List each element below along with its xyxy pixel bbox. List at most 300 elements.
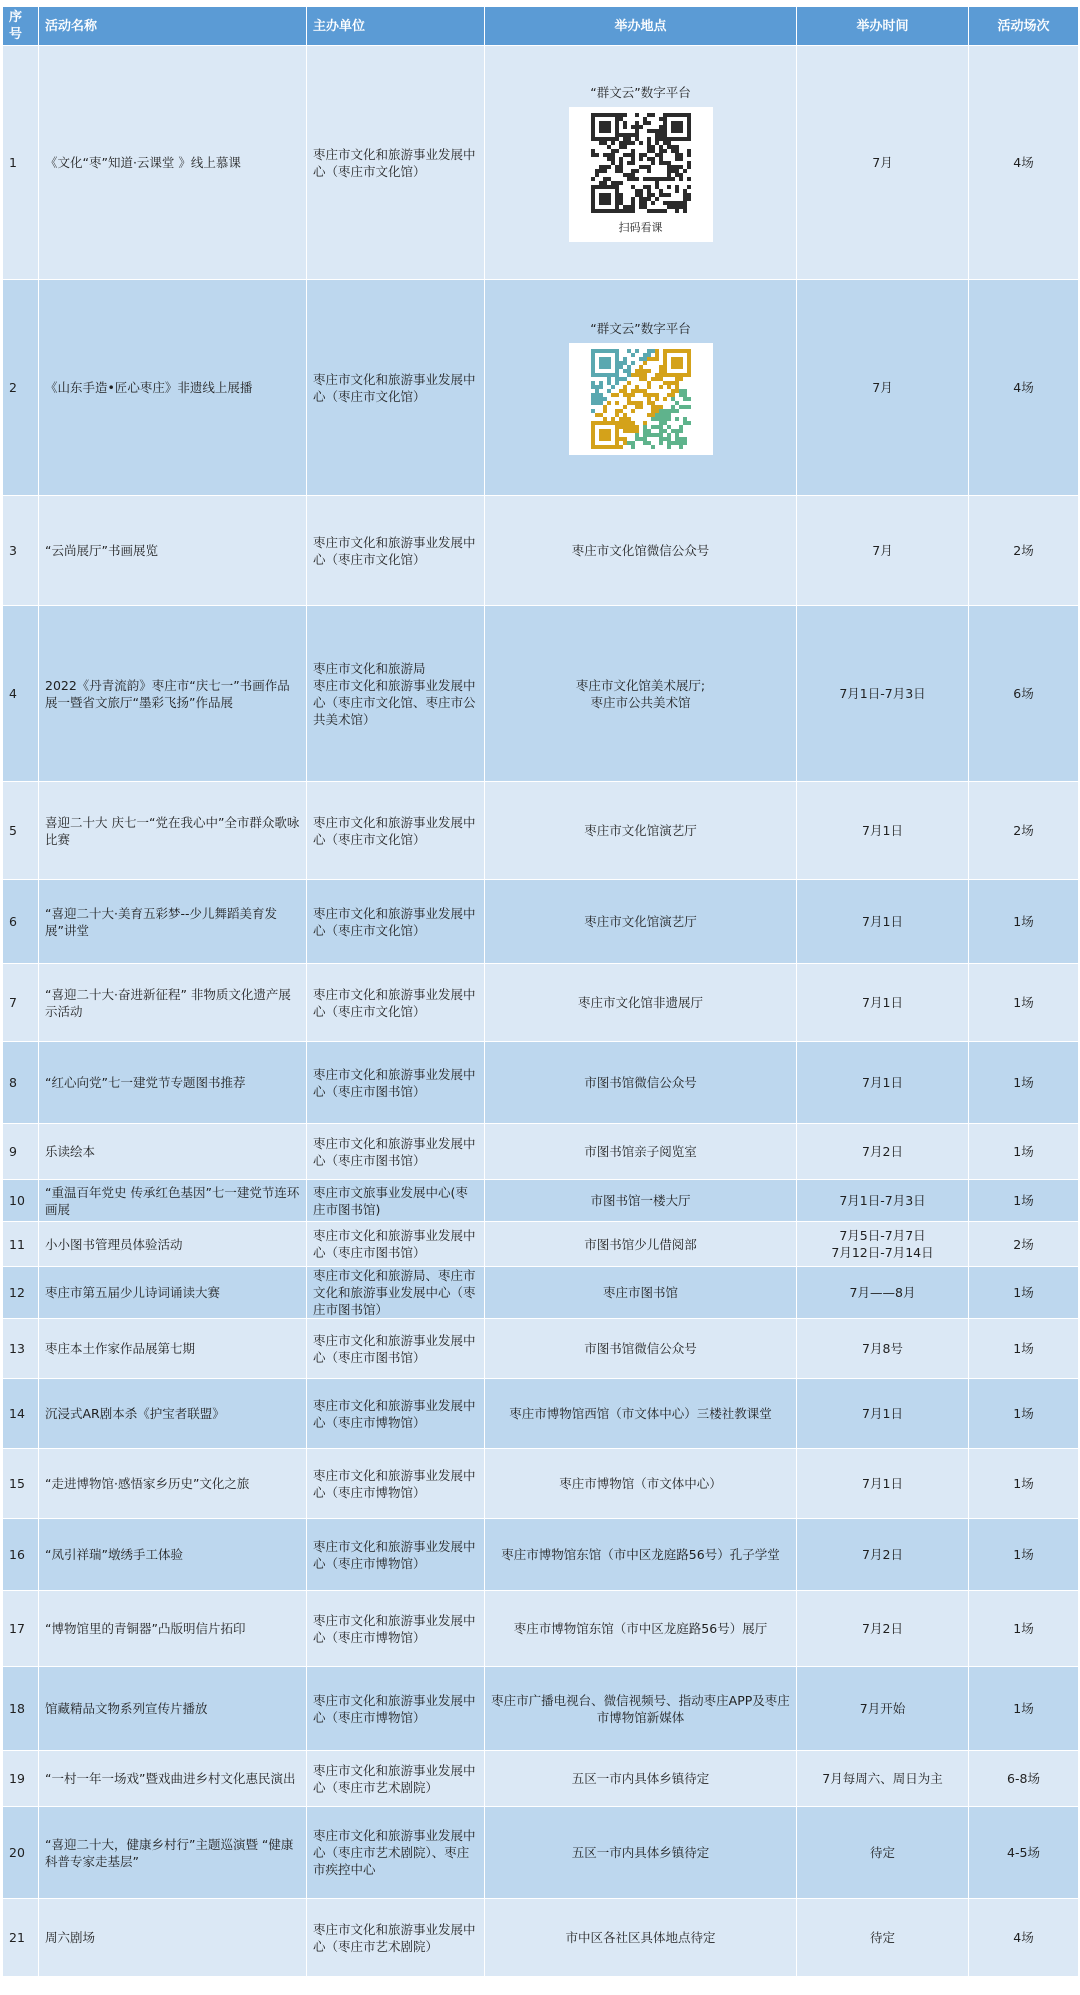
qr-module: [635, 169, 639, 173]
qr-module: [623, 437, 627, 441]
qr-module: [659, 373, 663, 377]
cell-host: 枣庄市文化和旅游事业发展中心（枣庄市文化馆）: [307, 880, 485, 964]
qr-module: [591, 373, 595, 377]
qr-module: [631, 353, 635, 357]
qr-module: [655, 413, 659, 417]
qr-module: [667, 409, 671, 413]
qr-module: [635, 349, 639, 353]
qr-module: [607, 437, 611, 441]
qr-module: [679, 173, 683, 177]
qr-module: [599, 137, 603, 141]
qr-module: [663, 413, 667, 417]
qr-module: [635, 373, 639, 377]
qr-module: [599, 433, 603, 437]
qr-module: [611, 349, 615, 353]
qr-module: [655, 153, 659, 157]
cell-sessions: 1场: [969, 1591, 1079, 1667]
qr-module: [619, 197, 623, 201]
qr-module: [615, 137, 619, 141]
qr-module: [679, 373, 683, 377]
qr-module: [667, 141, 671, 145]
qr-module: [627, 369, 631, 373]
qr-module: [659, 425, 663, 429]
table-row: [3, 1124, 1079, 1180]
qr-module: [667, 433, 671, 437]
qr-module: [615, 409, 619, 413]
qr-module: [595, 397, 599, 401]
qr-module: [623, 385, 627, 389]
qr-module: [619, 417, 623, 421]
qr-module: [639, 369, 643, 373]
qr-module: [655, 405, 659, 409]
qr-module: [627, 177, 631, 181]
qr-module: [607, 125, 611, 129]
qr-module: [603, 397, 607, 401]
qr-module: [631, 409, 635, 413]
qr-module: [615, 197, 619, 201]
qr-module: [659, 189, 663, 193]
header-host: 主办单位: [307, 7, 485, 46]
qr-module: [687, 421, 691, 425]
qr-module: [659, 133, 663, 137]
cell-time: 7月1日: [797, 880, 969, 964]
qr-module: [615, 393, 619, 397]
qr-code[interactable]: [569, 107, 713, 242]
qr-module: [627, 441, 631, 445]
qr-module: [615, 421, 619, 425]
qr-module: [671, 397, 675, 401]
qr-module: [651, 357, 655, 361]
cell-host: 枣庄市文化和旅游事业发展中心（枣庄市博物馆）: [307, 1591, 485, 1667]
qr-module: [591, 441, 595, 445]
qr-module: [619, 389, 623, 393]
qr-module: [647, 441, 651, 445]
cell-time: 7月1日: [797, 1449, 969, 1519]
cell-sessions: 6-8场: [969, 1751, 1079, 1807]
table-row: [3, 1519, 1079, 1591]
qr-module: [631, 153, 635, 157]
qr-module: [667, 381, 671, 385]
qr-module: [643, 389, 647, 393]
qr-module: [639, 405, 643, 409]
cell-time: 待定: [797, 1899, 969, 1977]
qr-module: [599, 373, 603, 377]
cell-time: 7月1日: [797, 1042, 969, 1124]
qr-module: [599, 365, 603, 369]
qr-module: [611, 157, 615, 161]
qr-module: [683, 197, 687, 201]
qr-module: [683, 417, 687, 421]
qr-module: [603, 417, 607, 421]
qr-module: [635, 125, 639, 129]
cell-venue: 枣庄市文化馆美术展厅; 枣庄市公共美术馆: [485, 606, 797, 782]
qr-module: [659, 441, 663, 445]
qr-module: [679, 441, 683, 445]
qr-module: [679, 205, 683, 209]
qr-module: [607, 401, 611, 405]
qr-module: [591, 121, 595, 125]
qr-module: [599, 165, 603, 169]
cell-time: 7月2日: [797, 1124, 969, 1180]
qr-module: [687, 361, 691, 365]
qr-module: [679, 129, 683, 133]
qr-module: [627, 421, 631, 425]
qr-module: [667, 177, 671, 181]
qr-module: [667, 385, 671, 389]
cell-venue: 枣庄市博物馆东馆（市中区龙庭路56号）展厅: [485, 1591, 797, 1667]
qr-module: [675, 153, 679, 157]
cell-venue: 市图书馆少儿借阅部: [485, 1222, 797, 1267]
qr-module: [655, 425, 659, 429]
cell-host: 枣庄市文化和旅游局、枣庄市文化和旅游事业发展中心（枣庄市图书馆）: [307, 1267, 485, 1319]
qr-module: [591, 197, 595, 201]
cell-sessions: 2场: [969, 1222, 1079, 1267]
qr-module: [607, 373, 611, 377]
qr-module: [635, 401, 639, 405]
qr-module: [675, 401, 679, 405]
qr-module: [627, 205, 631, 209]
qr-module: [591, 353, 595, 357]
qr-module: [679, 437, 683, 441]
qr-module: [623, 121, 627, 125]
cell-no: 12: [3, 1267, 39, 1319]
qr-module: [679, 357, 683, 361]
qr-module: [611, 421, 615, 425]
qr-module: [623, 393, 627, 397]
qr-module: [619, 117, 623, 121]
qr-module: [599, 401, 603, 405]
cell-venue: 市图书馆亲子阅览室: [485, 1124, 797, 1180]
qr-module: [675, 377, 679, 381]
qr-module: [663, 417, 667, 421]
qr-module: [591, 129, 595, 133]
table-row: [3, 964, 1079, 1042]
qr-module: [599, 385, 603, 389]
cell-host: 枣庄市文化和旅游事业发展中心（枣庄市文化馆）: [307, 496, 485, 606]
qr-module: [671, 149, 675, 153]
qr-module: [603, 121, 607, 125]
qr-module: [675, 429, 679, 433]
qr-module: [687, 357, 691, 361]
cell-venue: [485, 280, 797, 496]
qr-module: [671, 145, 675, 149]
qr-module: [675, 357, 679, 361]
cell-host: 枣庄市文化和旅游事业发展中心（枣庄市艺术剧院）: [307, 1751, 485, 1807]
qr-module: [611, 393, 615, 397]
cell-sessions: 4场: [969, 1899, 1079, 1977]
qr-module: [679, 157, 683, 161]
qr-module: [631, 429, 635, 433]
qr-module: [623, 421, 627, 425]
cell-no: 13: [3, 1319, 39, 1379]
qr-module: [619, 169, 623, 173]
qr-module: [619, 365, 623, 369]
qr-module: [655, 129, 659, 133]
cell-sessions: 6场: [969, 606, 1079, 782]
qr-module: [675, 205, 679, 209]
qr-module: [651, 417, 655, 421]
qr-module: [675, 165, 679, 169]
qr-module: [671, 121, 675, 125]
cell-host: 枣庄市文化和旅游事业发展中心（枣庄市文化馆）: [307, 782, 485, 880]
cell-sessions: 1场: [969, 880, 1079, 964]
qr-module: [599, 121, 603, 125]
qr-module: [603, 429, 607, 433]
qr-module: [591, 209, 595, 213]
qr-module: [679, 425, 683, 429]
qr-module: [647, 157, 651, 161]
cell-sessions: 4场: [969, 46, 1079, 280]
qr-module: [635, 137, 639, 141]
qr-module: [655, 409, 659, 413]
qr-module: [603, 177, 607, 181]
qr-module: [615, 353, 619, 357]
qr-module: [663, 149, 667, 153]
qr-module: [623, 125, 627, 129]
qr-module: [675, 441, 679, 445]
qr-module: [595, 389, 599, 393]
qr-module: [659, 385, 663, 389]
cell-time: 7月: [797, 496, 969, 606]
cell-name: “红心向党”七一建党节专题图书推荐: [39, 1042, 307, 1124]
qr-module: [663, 209, 667, 213]
cell-name: 周六剧场: [39, 1899, 307, 1977]
qr-module: [623, 153, 627, 157]
qr-module: [679, 165, 683, 169]
cell-venue: 枣庄市广播电视台、微信视频号、指动枣庄APP及枣庄市博物馆新媒体: [485, 1667, 797, 1751]
qr-module: [599, 445, 603, 449]
qr-module: [603, 373, 607, 377]
qr-module: [615, 413, 619, 417]
qr-module: [635, 129, 639, 133]
cell-no: 15: [3, 1449, 39, 1519]
cell-time: 7月每周六、周日为主: [797, 1751, 969, 1807]
qr-module: [623, 137, 627, 141]
qr-module: [679, 125, 683, 129]
qr-module: [679, 137, 683, 141]
qr-module: [635, 369, 639, 373]
qr-module: [635, 189, 639, 193]
qr-module: [647, 385, 651, 389]
qr-module: [687, 125, 691, 129]
qr-module: [683, 189, 687, 193]
qr-module: [615, 445, 619, 449]
qr-module: [603, 209, 607, 213]
qr-module: [639, 125, 643, 129]
qr-module: [611, 137, 615, 141]
qr-module: [643, 353, 647, 357]
qr-module: [651, 445, 655, 449]
qr-module: [615, 133, 619, 137]
qr-module: [615, 381, 619, 385]
qr-module: [615, 193, 619, 197]
qr-module: [655, 397, 659, 401]
cell-no: 7: [3, 964, 39, 1042]
qr-module: [623, 417, 627, 421]
qr-module: [667, 413, 671, 417]
qr-module: [663, 357, 667, 361]
qr-module: [615, 189, 619, 193]
qr-module: [603, 185, 607, 189]
qr-module: [631, 393, 635, 397]
qr-module: [603, 165, 607, 169]
qr-module: [675, 385, 679, 389]
qr-module: [671, 201, 675, 205]
qr-module: [603, 113, 607, 117]
qr-module: [671, 169, 675, 173]
qr-module: [615, 373, 619, 377]
qr-module: [671, 349, 675, 353]
qr-module: [687, 165, 691, 169]
qr-module: [663, 429, 667, 433]
qr-module: [599, 193, 603, 197]
qr-module: [619, 201, 623, 205]
qr-module: [611, 385, 615, 389]
qr-module: [643, 369, 647, 373]
qr-module: [683, 193, 687, 197]
qr-module: [663, 349, 667, 353]
qr-code[interactable]: [569, 343, 713, 455]
qr-module: [651, 113, 655, 117]
qr-module: [647, 393, 651, 397]
qr-module: [647, 193, 651, 197]
qr-module: [679, 361, 683, 365]
cell-time: 7月1日: [797, 782, 969, 880]
qr-module: [679, 121, 683, 125]
qr-module: [659, 417, 663, 421]
cell-no: 16: [3, 1519, 39, 1591]
qr-module: [615, 365, 619, 369]
cell-name: 小小图书管理员体验活动: [39, 1222, 307, 1267]
qr-module: [675, 389, 679, 393]
qr-module: [643, 201, 647, 205]
qr-module: [687, 177, 691, 181]
qr-module: [655, 209, 659, 213]
qr-module: [671, 381, 675, 385]
qr-module: [687, 405, 691, 409]
qr-module: [643, 393, 647, 397]
qr-module: [655, 373, 659, 377]
qr-module: [643, 185, 647, 189]
cell-name: 乐读绘本: [39, 1124, 307, 1180]
qr-module: [683, 397, 687, 401]
qr-module: [615, 433, 619, 437]
table-row: [3, 1449, 1079, 1519]
qr-module: [631, 209, 635, 213]
qr-module: [591, 409, 595, 413]
qr-module: [651, 149, 655, 153]
cell-host: 枣庄市文化和旅游事业发展中心（枣庄市博物馆）: [307, 1667, 485, 1751]
qr-module: [663, 129, 667, 133]
qr-module: [651, 157, 655, 161]
qr-module: [607, 365, 611, 369]
qr-module: [683, 113, 687, 117]
cell-time: 7月2日: [797, 1591, 969, 1667]
qr-module: [683, 201, 687, 205]
qr-module: [655, 377, 659, 381]
cell-no: 1: [3, 46, 39, 280]
cell-sessions: 1场: [969, 1180, 1079, 1222]
cell-host: 枣庄市文化和旅游事业发展中心（枣庄市文化馆）: [307, 964, 485, 1042]
cell-time: 7月8号: [797, 1319, 969, 1379]
qr-module: [607, 381, 611, 385]
qr-module: [615, 205, 619, 209]
qr-module: [683, 373, 687, 377]
qr-module: [623, 133, 627, 137]
qr-module: [631, 185, 635, 189]
qr-module: [651, 377, 655, 381]
qr-module: [595, 445, 599, 449]
qr-module: [663, 365, 667, 369]
qr-module: [623, 205, 627, 209]
qr-module: [627, 429, 631, 433]
cell-sessions: 1场: [969, 1379, 1079, 1449]
qr-module: [615, 437, 619, 441]
qr-module: [675, 433, 679, 437]
cell-time: 7月2日: [797, 1519, 969, 1591]
qr-module: [611, 113, 615, 117]
qr-module: [595, 421, 599, 425]
qr-module: [687, 121, 691, 125]
qr-module: [659, 125, 663, 129]
qr-module: [631, 205, 635, 209]
cell-venue: 市图书馆微信公众号: [485, 1042, 797, 1124]
qr-module: [591, 445, 595, 449]
qr-module: [647, 189, 651, 193]
qr-module: [615, 369, 619, 373]
qr-module: [631, 401, 635, 405]
qr-module: [603, 445, 607, 449]
qr-module: [607, 377, 611, 381]
table-row: [3, 46, 1079, 280]
qr-module: [603, 193, 607, 197]
qr-module: [607, 429, 611, 433]
qr-module: [651, 193, 655, 197]
qr-module: [659, 409, 663, 413]
qr-module: [635, 429, 639, 433]
table-row: [3, 1751, 1079, 1807]
qr-caption: 扫码看课: [618, 220, 663, 234]
qr-module: [643, 441, 647, 445]
qr-module: [687, 193, 691, 197]
qr-module: [635, 433, 639, 437]
qr-module: [663, 177, 667, 181]
activity-table: [2, 6, 1079, 1977]
cell-sessions: 1场: [969, 1667, 1079, 1751]
qr-module: [631, 425, 635, 429]
cell-sessions: 1场: [969, 1267, 1079, 1319]
qr-module: [615, 349, 619, 353]
cell-host: 枣庄市文化和旅游事业发展中心（枣庄市图书馆）: [307, 1319, 485, 1379]
qr-module: [603, 141, 607, 145]
cell-venue: 枣庄市文化馆非遗展厅: [485, 964, 797, 1042]
qr-module: [667, 113, 671, 117]
qr-module: [591, 193, 595, 197]
qr-module: [639, 365, 643, 369]
qr-module: [679, 153, 683, 157]
qr-module: [683, 389, 687, 393]
qr-module: [631, 197, 635, 201]
cell-no: 20: [3, 1807, 39, 1899]
qr-module: [675, 373, 679, 377]
cell-name: 2022《丹青流韵》枣庄市“庆七一”书画作品展一暨省文旅厅“墨彩飞扬”作品展: [39, 606, 307, 782]
qr-module: [611, 153, 615, 157]
cell-host: 枣庄市文旅事业发展中心(枣庄市图书馆): [307, 1180, 485, 1222]
qr-module: [607, 389, 611, 393]
cell-venue: 五区一市内具体乡镇待定: [485, 1807, 797, 1899]
qr-module: [623, 441, 627, 445]
qr-module: [659, 421, 663, 425]
